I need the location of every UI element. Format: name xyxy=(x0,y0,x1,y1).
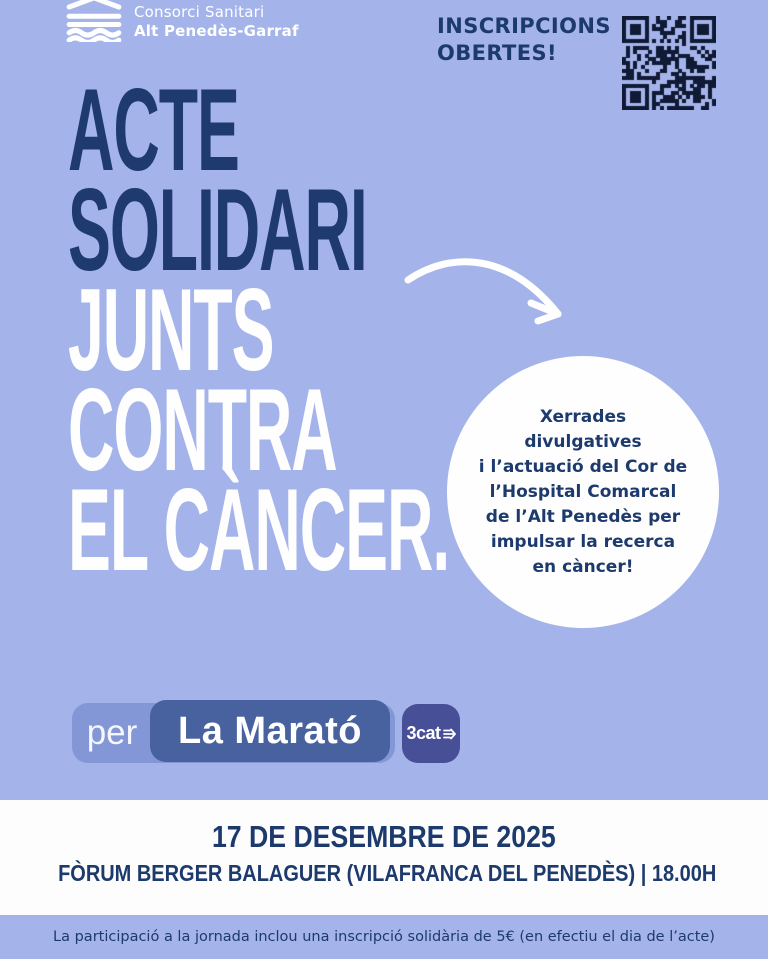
curved-arrow-icon xyxy=(398,248,588,336)
headline-line-solidari: SOLIDARI xyxy=(68,164,367,295)
3cat-label: 3cat xyxy=(406,723,441,743)
event-details-band xyxy=(0,800,768,915)
per-label: per xyxy=(86,713,138,752)
info-bubble xyxy=(447,356,719,628)
info-bubble-text xyxy=(479,405,687,580)
bubble-line: Xerrades xyxy=(539,406,627,427)
bubble-line: en càncer! xyxy=(532,556,634,577)
consorci-logo xyxy=(64,0,299,42)
inscriptions-line-1: INSCRIPCIONS xyxy=(437,14,611,38)
event-date: 17 DE DESEMBRE DE 2025 xyxy=(212,819,556,854)
la-marato-label: La Marató xyxy=(150,700,390,762)
headline-line-contra: CONTRA xyxy=(68,364,337,495)
bubble-line: impulsar la recerca xyxy=(490,531,676,552)
event-venue-time: FÒRUM BERGER BALAGUER (VILAFRANCA DEL PENEDÈS) | 18.00H xyxy=(58,860,717,886)
bubble-line: divulgatives xyxy=(524,431,642,452)
logo-line-1: Consorci Sanitari xyxy=(134,3,265,21)
inscriptions-open-label xyxy=(437,13,611,67)
participation-note-strip xyxy=(0,915,768,959)
inscriptions-line-2: OBERTES! xyxy=(437,41,558,65)
headline-line-cancer: EL CÀNCER. xyxy=(68,464,450,595)
headline-line-acte: ACTE xyxy=(68,64,239,195)
participation-note: La participació a la jornada inclou una inscripció solidària de 5€ (en efectiu el dia de l’acte) xyxy=(53,929,715,945)
bubble-line: de l’Alt Penedès per xyxy=(485,506,681,527)
waves-logo-icon xyxy=(64,0,124,42)
headline-line-junts: JUNTS xyxy=(68,264,274,395)
3cat-arrow-icon xyxy=(443,728,456,740)
bubble-line: l’Hospital Comarcal xyxy=(489,481,677,502)
logo-text xyxy=(134,3,299,41)
la-marato-badge xyxy=(72,703,395,763)
bubble-line: i l’actuació del Cor de xyxy=(478,456,688,477)
3cat-logo xyxy=(402,704,460,763)
logo-line-2: Alt Penedès-Garraf xyxy=(134,22,299,40)
